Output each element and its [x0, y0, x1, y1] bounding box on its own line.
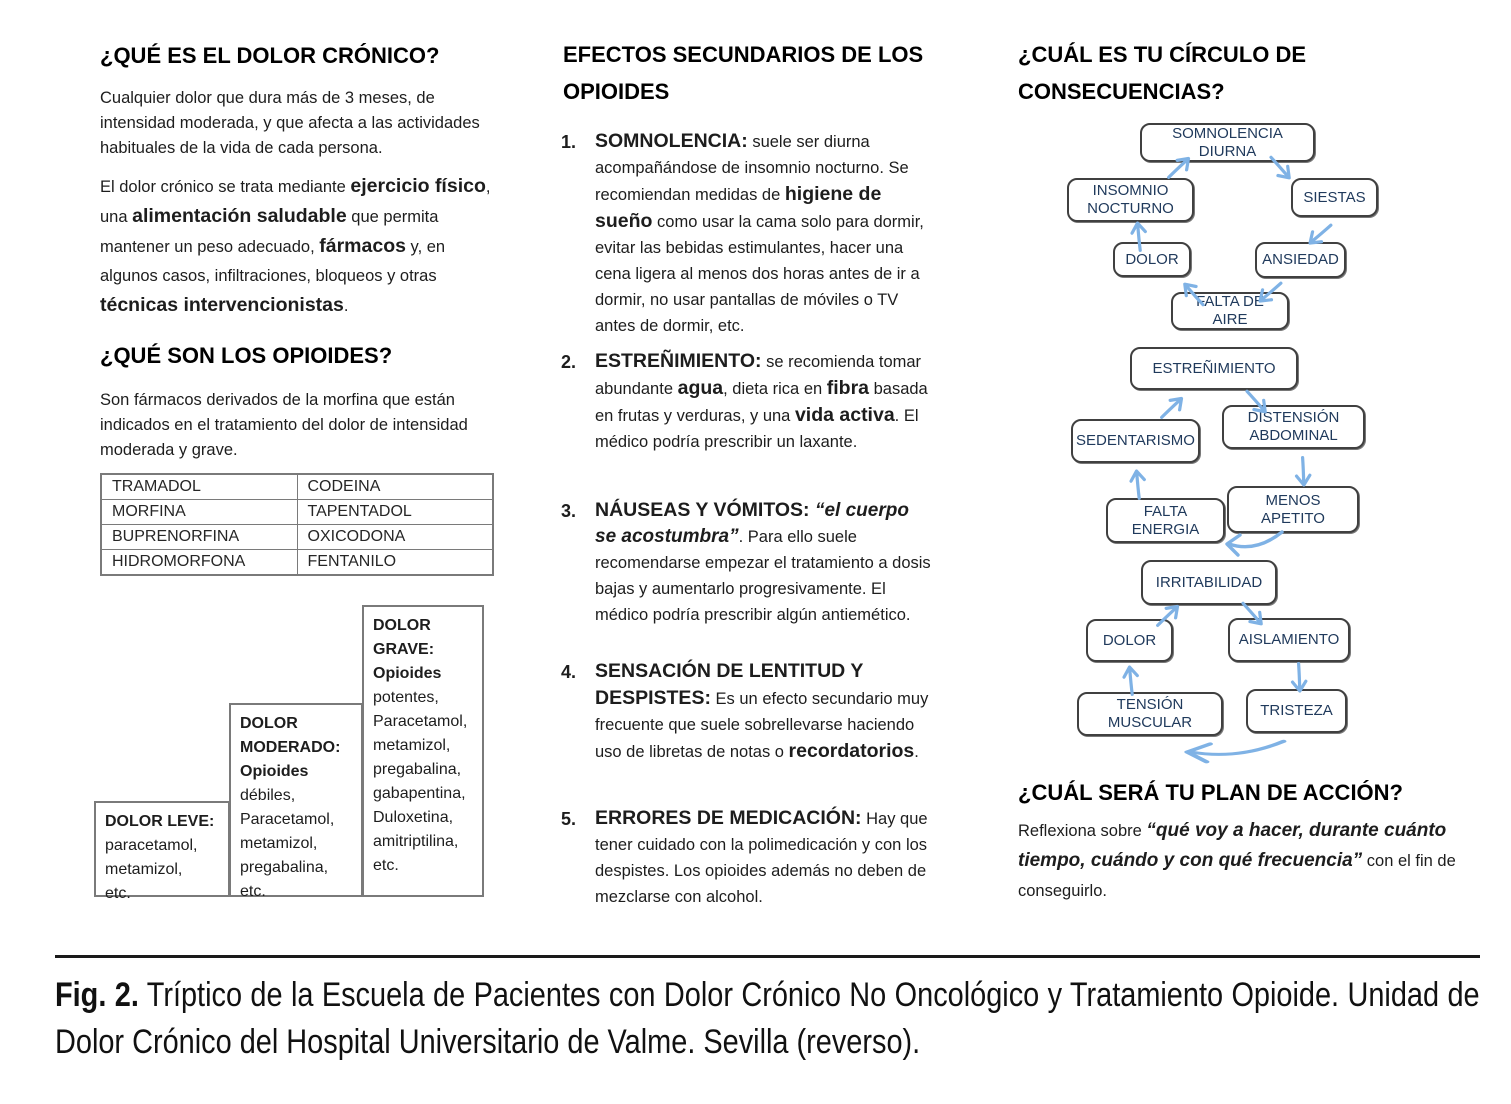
paragraph-definition: Cualquier dolor que dura más de 3 meses, de intensidad moderada, y que afecta a las actividades habituales de la vida de cada persona. [100, 89, 480, 157]
arrow-menos-apetito-to-falta-energia-icon [1216, 526, 1288, 562]
heading-plan-de-accion: ¿CUÁL SERÁ TU PLAN DE ACCIÓN? [1018, 780, 1403, 805]
arrow-insomnio-to-somnolencia-icon [1163, 150, 1197, 184]
item-number: 5. [561, 809, 577, 829]
arrow-ansiedad-to-falta-aire-icon [1251, 275, 1287, 311]
side-effect-item-lentitud [561, 658, 933, 765]
side-effect-item-errores [561, 805, 933, 910]
paragraph-plan: Reflexiona sobre “qué voy a hacer, durante cuánto tiempo, cuándo y con qué frecuencia” con el fin de conseguirlo. [1018, 820, 1456, 900]
node-sedentarismo: SEDENTARISMO [1071, 419, 1200, 463]
arrow-sedentarismo-to-estrenimiento-icon [1156, 390, 1190, 424]
figure-caption-text: Fig. 2. Tríptico de la Escuela de Pacientes con Dolor Crónico No Oncológico y Tratamiento Opioide. Unidad de Dolor Crónico del Hospital Universitario de Valme. Sevilla (reverso). [55, 976, 1480, 1061]
node-insomnio-nocturno: INSOMNIO NOCTURNO [1067, 178, 1194, 222]
caption-divider-rule [55, 955, 1480, 958]
table-row [101, 550, 493, 576]
ladder-step-dolor-leve: DOLOR LEVE: paracetamol, metamizol, etc. [94, 801, 230, 897]
arrow-falta-aire-to-dolor-icon [1175, 275, 1210, 310]
node-tristeza: TRISTEZA [1246, 689, 1347, 733]
node-ansiedad: ANSIEDAD [1255, 242, 1346, 278]
side-effect-item-estrenimiento [561, 348, 933, 455]
item-number: 3. [561, 501, 577, 521]
opioid-drugs-table [100, 473, 494, 576]
table-row [101, 474, 493, 500]
item-text: SOMNOLENCIA: suele ser diurna acompañándose de insomnio nocturno. Se recomiendan medidas de higiene de sueño como usar la cama solo para dormir, evitar las bebidas estimulantes, hacer una cena ligera al menos dos horas antes de ir a dormir, no usar pantallas de móviles o TV antes de dormir, etc. [595, 130, 924, 335]
node-estrenimiento: ESTREÑIMIENTO [1130, 347, 1298, 390]
table-cell: MORFINA [101, 500, 297, 525]
side-effect-item-somnolencia [561, 128, 933, 339]
node-dolor-1: DOLOR [1113, 242, 1191, 277]
table-cell: CODEINA [297, 474, 493, 500]
node-distension-abdominal: DISTENSIÓN ABDOMINAL [1222, 405, 1365, 449]
item-text: ESTREÑIMIENTO: se recomienda tomar abundante agua, dieta rica en fibra basada en frutas y verduras, y una vida activa. El médico podría prescribir un laxante. [595, 350, 928, 451]
ladder-step-dolor-moderado: DOLOR MODERADO: Opioides débiles, Paracetamol, metamizol, pregabalina, etc. [229, 703, 363, 897]
side-effect-item-nauseas [561, 497, 933, 628]
node-tension-muscular: TENSIÓN MUSCULAR [1077, 692, 1223, 736]
item-text: SENSACIÓN DE LENTITUD Y DESPISTES: Es un efecto secundario muy frecuente que suele sobrellevarse haciendo uso de libretas de notas o recordatorios. [595, 660, 929, 762]
heading-que-es-dolor-cronico: ¿QUÉ ES EL DOLOR CRÓNICO? [100, 43, 440, 68]
table-row [101, 525, 493, 550]
arrow-siestas-to-ansiedad-icon [1301, 217, 1337, 253]
arrow-irritabilidad-to-aislamiento-icon [1235, 597, 1270, 632]
table-cell: FENTANILO [297, 550, 493, 576]
paragraph-treatment: El dolor crónico se trata mediante ejercicio físico, una alimentación saludable que permita mantener un peso adecuado, fármacos y, en algunos casos, infiltraciones, bloqueos y otras técnicas intervencionistas. [100, 175, 491, 316]
node-falta-energia: FALTA ENERGIA [1106, 498, 1225, 543]
table-cell: HIDROMORFONA [101, 550, 297, 576]
item-number: 1. [561, 132, 577, 152]
paragraph-opioids: Son fármacos derivados de la morfina que están indicados en el tratamiento del dolor de intensidad moderada y grave. [100, 391, 468, 459]
node-falta-de-aire: FALTA DE AIRE [1171, 292, 1289, 330]
arrow-estrenimiento-to-distension-icon [1239, 385, 1274, 420]
node-dolor-2: DOLOR [1086, 619, 1173, 662]
pain-ladder-diagram [94, 605, 484, 902]
node-aislamiento: AISLAMIENTO [1228, 618, 1350, 662]
item-number: 2. [561, 352, 577, 372]
node-irritabilidad: IRRITABILIDAD [1141, 560, 1277, 605]
item-number: 4. [561, 662, 577, 682]
node-somnolencia-diurna: SOMNOLENCIA DIURNA [1140, 123, 1315, 162]
arrow-dolor-to-irritabilidad-icon [1152, 598, 1186, 632]
item-text: NÁUSEAS Y VÓMITOS: “el cuerpo se acostumbra”. Para ello suele recomendarse empezar el tratamiento a dosis bajas y aumentarlo progresivamente. El médico podría prescribir algún antiemético. [595, 499, 931, 624]
heading-que-son-opioides: ¿QUÉ SON LOS OPIOIDES? [100, 343, 393, 368]
table-row [101, 500, 493, 525]
arrow-tristeza-to-tension-muscular-icon [1168, 736, 1294, 768]
heading-circulo-consecuencias: ¿CUÁL ES TU CÍRCULO DE CONSECUENCIAS? [1018, 42, 1307, 104]
table-cell: OXICODONA [297, 525, 493, 550]
ladder-step-dolor-grave: DOLOR GRAVE: Opioides potentes, Paracetamol, metamizol, pregabalina, gabapentina, Duloxetina, amitriptilina, etc. [362, 605, 484, 897]
table-cell: BUPRENORFINA [101, 525, 297, 550]
node-menos-apetito: MENOS APETITO [1227, 486, 1359, 533]
item-text: ERRORES DE MEDICACIÓN: Hay que tener cuidado con la polimedicación y con los despistes. Los opioides además no deben de mezclarse con alcohol. [595, 807, 928, 906]
table-cell: TRAMADOL [101, 474, 297, 500]
figure-caption [55, 972, 1480, 1065]
heading-efectos-secundarios: EFECTOS SECUNDARIOS DE LOS OPIOIDES [563, 42, 924, 104]
arrow-somnolencia-to-siestas-icon [1263, 151, 1298, 186]
table-cell: TAPENTADOL [297, 500, 493, 525]
node-siestas: SIESTAS [1291, 178, 1378, 217]
